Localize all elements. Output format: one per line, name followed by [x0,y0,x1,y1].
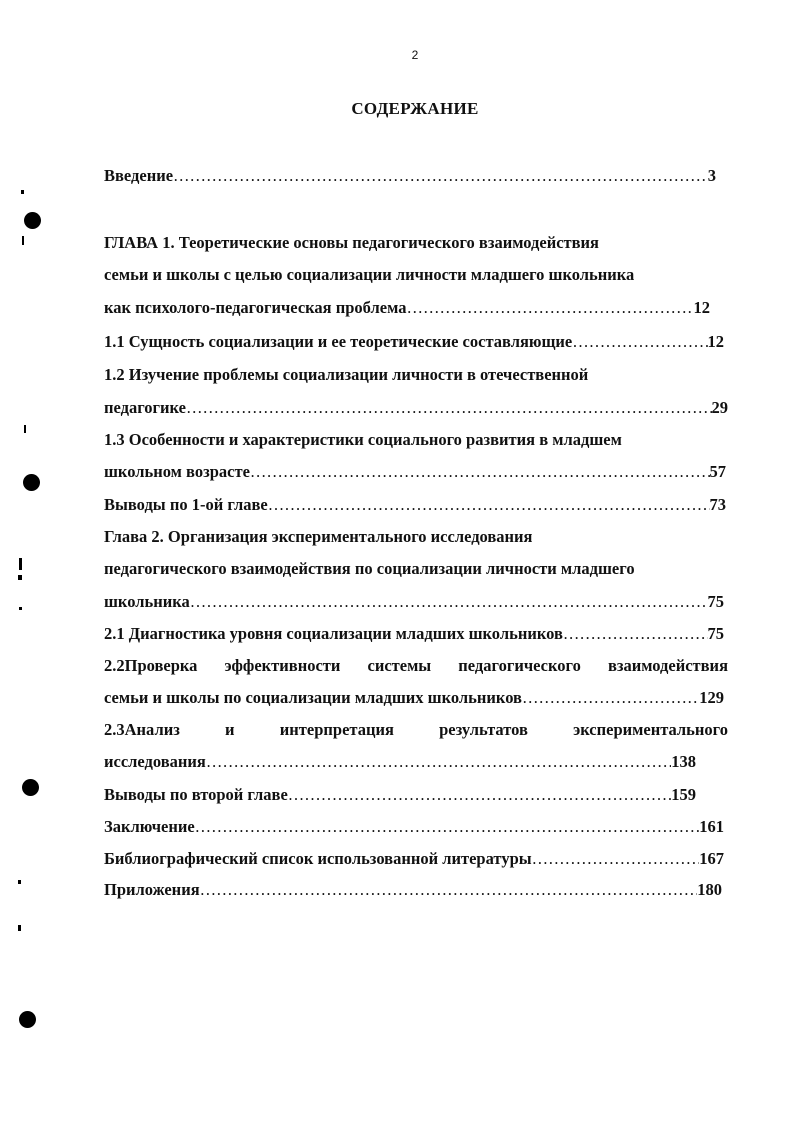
toc-entry-1-3-line-1[interactable] [104,429,728,451]
toc-entry-1-2-line-1[interactable] [104,364,728,386]
toc-entry-page: 12 [693,298,710,317]
toc-entry-1-2-line-2[interactable] [104,397,728,419]
punch-hole-dot [22,779,39,796]
scan-speck [24,425,26,433]
toc-entry-page: 161 [699,817,724,836]
toc-entry-text: семьи и школы по социализации младших школьников [104,688,522,707]
toc-leader-dots [186,397,712,419]
toc-entry-1-3-line-2[interactable] [104,461,726,483]
toc-entry-text: Введение [104,166,174,185]
scan-speck [21,190,24,194]
toc-leader-dots [406,297,693,319]
toc-leader-dots [572,331,707,353]
toc-entry-chapter-1-conclusions[interactable] [104,494,726,516]
toc-entry-1-1[interactable] [104,331,724,353]
toc-entry-2-1[interactable] [104,623,724,645]
scan-speck [18,880,21,884]
toc-leader-dots [190,591,708,613]
toc-entry-2-3-line-1[interactable] [104,719,728,741]
toc-entry-text: как психолого-педагогическая проблема [104,298,407,317]
toc-entry-text: 1.2 Изучение проблемы социализации личности в отечественной [104,365,589,384]
toc-entry-page: 75 [707,592,724,611]
toc-entry-conclusion[interactable] [104,816,724,838]
toc-entry-text: Глава 2. Организация экспериментального исследования [104,527,533,546]
toc-entry-page: 3 [707,166,716,185]
toc-entry-text: 2.2Проверка эффективности системы педагогического взаимодействия [104,656,728,675]
toc-entry-text: Выводы по второй главе [104,785,288,804]
toc-entry-chapter-2-line-3[interactable] [104,591,724,613]
scan-speck [19,558,22,570]
toc-entry-2-2-line-2[interactable] [104,687,724,709]
toc-entry-text: педагогике [104,398,186,417]
toc-entry-page: 12 [707,332,724,351]
punch-hole-dot [19,1011,36,1028]
toc-entry-text: школьника [104,592,190,611]
toc-entry-text: Библиографический список использованной литературы [104,849,532,868]
toc-entry-text: ГЛАВА 1. Теоретические основы педагогического взаимодействия [104,233,599,252]
punch-hole-dot [24,212,41,229]
toc-entry-text: Выводы по 1-ой главе [104,495,268,514]
toc-entry-page: 57 [709,462,726,481]
toc-entry-chapter-1-line-2[interactable] [104,264,728,286]
toc-entry-introduction[interactable] [104,165,716,187]
toc-leader-dots [288,784,671,806]
toc-entry-text: исследования [104,752,206,771]
scan-speck [18,925,21,931]
toc-leader-dots [173,165,708,187]
toc-entry-text: педагогического взаимодействия по социализации личности младшего [104,559,635,578]
toc-leader-dots [268,494,710,516]
toc-leader-dots [532,848,700,870]
toc-entry-text: 2.3Анализ и интерпретация результатов экспериментального [104,720,728,739]
toc-entry-appendices[interactable] [104,879,722,901]
toc-entry-page: 129 [699,688,724,707]
toc-entry-text: 2.1 Диагностика уровня социализации младших школьников [104,624,563,643]
toc-entry-page: 75 [707,624,724,643]
toc-entry-chapter-2-line-1[interactable] [104,526,728,548]
toc-entry-page: 29 [711,398,728,417]
toc-entry-text: школьном возрасте [104,462,250,481]
toc-entry-text: семьи и школы с целью социализации личности младшего школьника [104,265,635,284]
toc-leader-dots [200,879,698,901]
toc-entry-bibliography[interactable] [104,848,724,870]
toc-entry-page: 167 [699,849,724,868]
toc-leader-dots [206,751,671,773]
toc-entry-chapter-2-line-2[interactable] [104,558,728,580]
toc-entry-page: 73 [709,495,726,514]
toc-entry-text: Заключение [104,817,195,836]
toc-entry-page: 159 [671,785,696,804]
toc-entry-chapter-1-line-1[interactable] [104,232,728,254]
page-number: 2 [411,48,419,62]
toc-entry-2-2-line-1[interactable] [104,655,728,677]
scan-speck [22,236,24,245]
punch-hole-dot [23,474,40,491]
toc-entry-chapter-2-conclusions[interactable] [104,784,696,806]
toc-entry-page: 180 [697,880,722,899]
toc-entry-text: 1.3 Особенности и характеристики социального развития в младшем [104,430,622,449]
toc-leader-dots [250,461,710,483]
toc-entry-text: Приложения [104,880,200,899]
toc-entry-text: 1.1 Сущность социализации и ее теоретические составляющие [104,332,573,351]
toc-entry-2-3-line-2[interactable] [104,751,696,773]
toc-leader-dots [522,687,699,709]
toc-entry-page: 138 [671,752,696,771]
scan-speck [19,607,22,610]
toc-leader-dots [563,623,708,645]
page-title: СОДЕРЖАНИЕ [351,99,479,118]
toc-entry-chapter-1-line-3[interactable] [104,297,710,319]
toc-leader-dots [195,816,700,838]
scan-speck [18,575,22,580]
